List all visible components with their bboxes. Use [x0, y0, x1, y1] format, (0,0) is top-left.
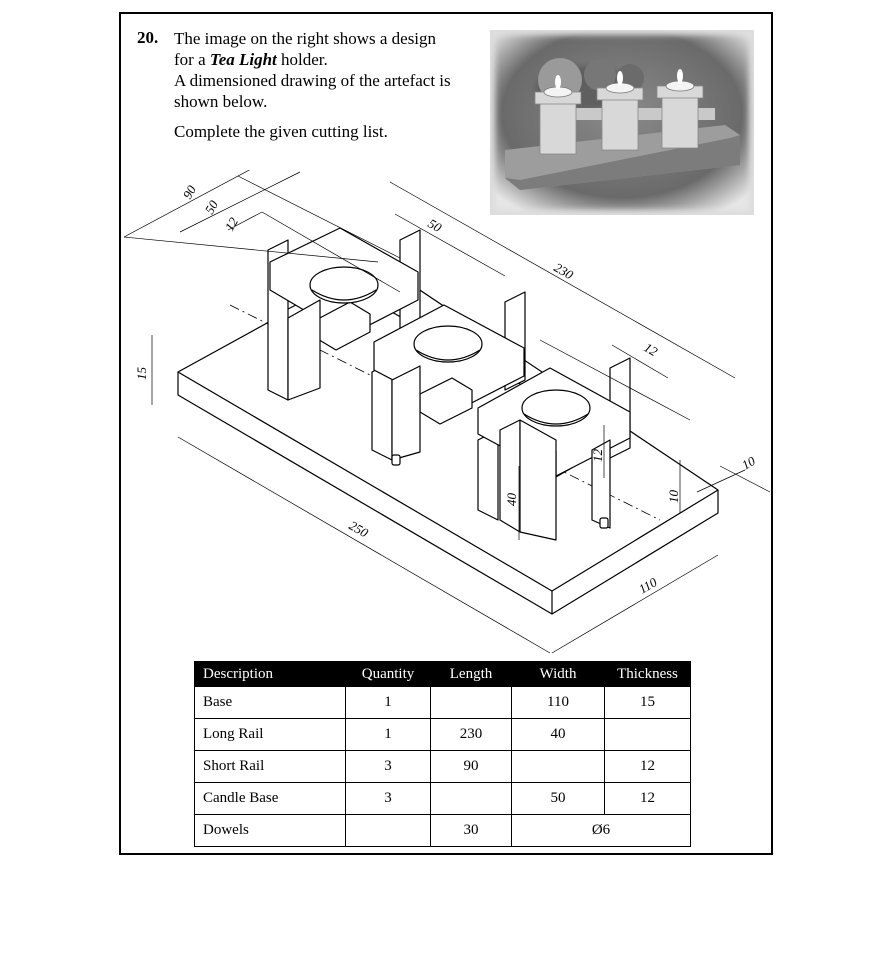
dim-12-vertical: 12 — [590, 449, 605, 462]
header-quantity: Quantity — [346, 662, 431, 687]
cell-description: Base — [195, 687, 346, 719]
dim-50-left: 50 — [201, 197, 222, 217]
header-length: Length — [431, 662, 512, 687]
cell-length: 230 — [431, 719, 512, 751]
table-row — [195, 687, 691, 719]
header-description: Description — [195, 662, 346, 687]
question-number: 20. — [137, 28, 159, 47]
cell-description: Short Rail — [195, 751, 346, 783]
dim-250: 250 — [346, 517, 371, 541]
cutting-list-table — [194, 661, 691, 847]
question-line-2-pre: for a — [174, 50, 210, 69]
question-line-2-post: holder. — [276, 50, 328, 69]
cell-width: 50 — [512, 783, 605, 815]
dim-12-top: 12 — [221, 214, 242, 234]
dim-10-side: 10 — [739, 453, 758, 473]
tea-light-emphasis: Tea Light — [209, 50, 277, 69]
cell-length — [431, 687, 512, 719]
cell-thickness — [605, 719, 691, 751]
question-line-1: The image on the right shows a design — [174, 29, 437, 48]
header-width: Width — [512, 662, 605, 687]
dim-50-right: 50 — [425, 215, 445, 236]
header-thickness: Thickness — [605, 662, 691, 687]
cell-quantity: 3 — [346, 783, 431, 815]
table-row — [195, 751, 691, 783]
question-text — [174, 28, 479, 142]
cell-thickness: 12 — [605, 751, 691, 783]
table-row — [195, 719, 691, 751]
cell-length — [431, 783, 512, 815]
cell-width: 40 — [512, 719, 605, 751]
cell-quantity: 1 — [346, 687, 431, 719]
dim-40: 40 — [504, 493, 519, 506]
dimensioned-drawing — [119, 170, 773, 660]
dim-110: 110 — [636, 574, 660, 597]
cell-length: 90 — [431, 751, 512, 783]
cell-width — [512, 751, 605, 783]
cell-quantity: 1 — [346, 719, 431, 751]
cell-length: 30 — [431, 815, 512, 847]
cell-quantity: 3 — [346, 751, 431, 783]
dim-15: 15 — [134, 367, 149, 380]
question-line-3: A dimensioned drawing of the artefact is — [174, 71, 451, 90]
dim-230: 230 — [551, 259, 576, 283]
cell-thickness: 12 — [605, 783, 691, 815]
cell-description: Dowels — [195, 815, 346, 847]
question-instruction: Complete the given cutting list. — [174, 122, 388, 141]
table-header-row — [195, 662, 691, 687]
cell-diameter: Ø6 — [512, 815, 691, 847]
cell-width: 110 — [512, 687, 605, 719]
question-line-4: shown below. — [174, 92, 268, 111]
cell-description: Candle Base — [195, 783, 346, 815]
dim-10-vertical: 10 — [666, 490, 681, 503]
cell-thickness: 15 — [605, 687, 691, 719]
cell-quantity — [346, 815, 431, 847]
cell-description: Long Rail — [195, 719, 346, 751]
dim-90: 90 — [179, 182, 200, 202]
dim-12-right: 12 — [641, 339, 661, 360]
table-row — [195, 783, 691, 815]
table-row — [195, 815, 691, 847]
